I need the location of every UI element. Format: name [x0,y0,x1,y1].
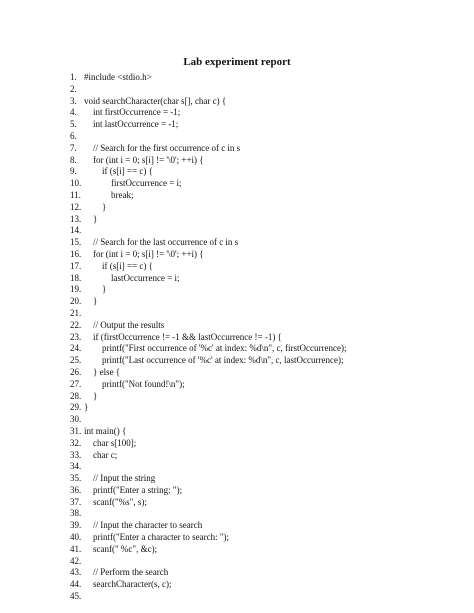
code-line [0,84,474,96]
line-number: 25. [70,355,82,366]
code-line [0,426,474,438]
code-text: } [102,284,107,295]
code-line [0,214,474,226]
line-number: 11. [70,189,81,200]
code-text: for (int i = 0; s[i] != '\0'; ++i) { [93,248,204,259]
code-text: if (s[i] == c) { [102,260,153,271]
code-line [0,567,474,579]
code-line [0,237,474,249]
line-number: 21. [70,307,82,318]
code-line [0,155,474,167]
code-text: printf("Enter a character to search: "); [93,532,230,543]
line-number: 29. [70,402,82,413]
code-text: void searchCharacter(char s[], char c) { [84,95,227,106]
line-number: 10. [70,178,82,189]
code-line [0,355,474,367]
code-text: int main() { [84,425,127,436]
code-text: // Search for the last occurrence of c in s [93,237,239,248]
code-text: char s[100]; [93,437,137,448]
code-text: scanf(" %c", &c); [93,543,158,554]
line-number: 35. [70,473,82,484]
code-line [0,438,474,450]
code-line [0,520,474,532]
code-text: printf("Enter a string: "); [93,484,183,495]
line-number: 27. [70,378,82,389]
code-text: } [93,296,98,307]
code-text: lastOccurrence = i; [111,272,180,283]
code-line [0,320,474,332]
code-line [0,296,474,308]
line-number: 28. [70,390,82,401]
code-text: break; [111,189,134,200]
code-text: // Search for the first occurrence of c in s [93,142,241,153]
line-number: 26. [70,366,82,377]
page-title: Lab experiment report [183,56,291,68]
code-line [0,202,474,214]
code-line [0,308,474,320]
code-line [0,332,474,344]
code-line [0,391,474,403]
line-number: 4. [70,107,77,118]
line-number: 41. [70,543,82,554]
line-number: 14. [70,225,82,236]
code-text: char c; [93,449,118,460]
code-line [0,143,474,155]
code-text: // Output the results [93,319,165,330]
code-line [0,367,474,379]
line-number: 20. [70,296,82,307]
line-number: 44. [70,579,82,590]
code-line [0,107,474,119]
line-number: 6. [70,130,77,141]
line-number: 3. [70,95,77,106]
line-number: 18. [70,272,82,283]
code-line [0,556,474,568]
code-line [0,284,474,296]
line-number: 16. [70,248,82,259]
code-line [0,72,474,84]
line-number: 17. [70,260,82,271]
code-line [0,473,474,485]
code-line [0,544,474,556]
code-text: } [84,402,89,413]
code-text: printf("Last occurrence of '%c' at index: %d\n", c, lastOccurrence); [102,355,344,366]
code-line [0,532,474,544]
code-line [0,402,474,414]
code-line [0,225,474,237]
code-text: searchCharacter(s, c); [93,579,172,590]
line-number: 38. [70,508,82,519]
line-number: 34. [70,461,82,472]
code-text: } [102,201,107,212]
code-text: for (int i = 0; s[i] != '\0'; ++i) { [93,154,204,165]
line-number: 22. [70,319,82,330]
code-line [0,249,474,261]
code-text: printf("Not found!\n"); [102,378,185,389]
code-line [0,273,474,285]
code-text: if (firstOccurrence != -1 && lastOccurrence != -1) { [93,331,282,342]
line-number: 43. [70,567,82,578]
line-number: 12. [70,201,82,212]
code-text: scanf("%s", s); [93,496,147,507]
code-line [0,261,474,273]
line-number: 45. [70,591,82,602]
line-number: 39. [70,520,82,531]
code-text: } [93,390,98,401]
line-number: 24. [70,343,82,354]
code-listing [0,72,474,603]
code-line [0,414,474,426]
code-line [0,461,474,473]
line-number: 23. [70,331,82,342]
code-text: int firstOccurrence = -1; [93,107,181,118]
code-text: firstOccurrence = i; [111,178,182,189]
code-line [0,178,474,190]
code-text: // Perform the search [93,567,169,578]
line-number: 30. [70,414,82,425]
code-line [0,508,474,520]
code-line [0,166,474,178]
code-line [0,450,474,462]
code-text: printf("First occurrence of '%c' at index: %d\n", c, firstOccurrence); [102,343,347,354]
code-line [0,379,474,391]
code-text: // Input the character to search [93,520,203,531]
code-line [0,119,474,131]
code-line [0,190,474,202]
line-number: 5. [70,119,77,130]
line-number: 31. [70,425,82,436]
line-number: 9. [70,166,77,177]
code-line [0,591,474,603]
code-text: // Input the string [93,473,156,484]
line-number: 19. [70,284,82,295]
code-text: int lastOccurrence = -1; [93,119,179,130]
code-text: } else { [93,366,121,377]
line-number: 33. [70,449,82,460]
line-number: 40. [70,532,82,543]
line-number: 32. [70,437,82,448]
line-number: 37. [70,496,82,507]
code-line [0,131,474,143]
code-text: } [93,213,98,224]
line-number: 7. [70,142,77,153]
code-text: #include <stdio.h> [84,72,152,82]
line-number: 2. [70,83,77,94]
line-number: 1. [70,72,77,82]
line-number: 42. [70,555,82,566]
line-number: 8. [70,154,77,165]
line-number: 15. [70,237,82,248]
code-line [0,497,474,509]
line-number: 13. [70,213,82,224]
code-line [0,485,474,497]
line-number: 36. [70,484,82,495]
code-line [0,343,474,355]
code-text: if (s[i] == c) { [102,166,153,177]
code-line [0,579,474,591]
code-line [0,96,474,108]
